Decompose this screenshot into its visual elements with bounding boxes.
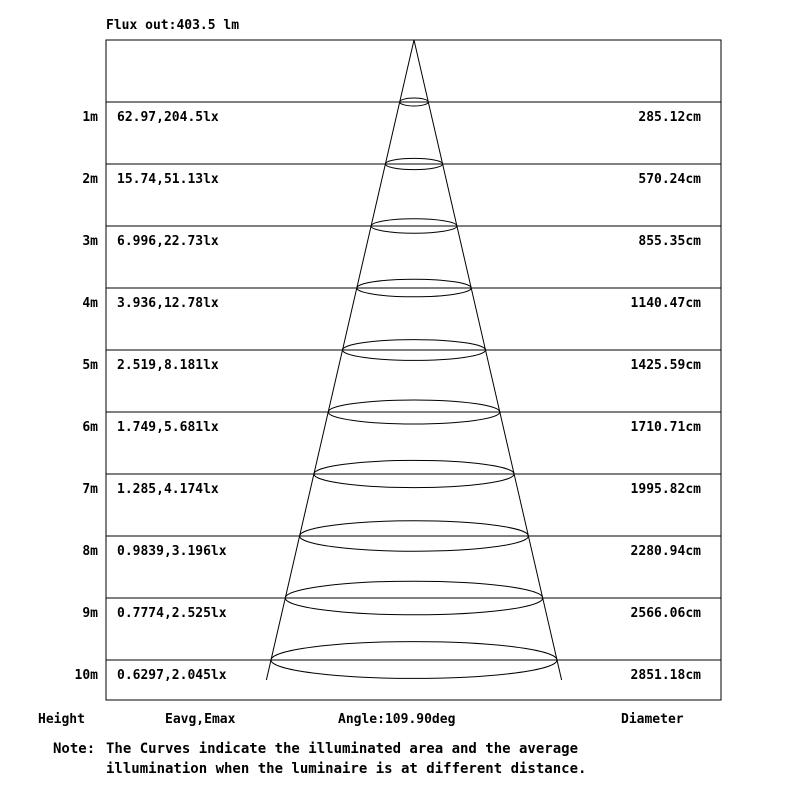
illuminance-value-1m: 62.97,204.5lx	[117, 110, 219, 125]
note-line-1: The Curves indicate the illuminated area and the average	[106, 741, 579, 757]
height-label-7m: 7m	[82, 482, 98, 497]
diameter-value-8m: 2280.94cm	[630, 544, 701, 559]
height-label-6m: 6m	[82, 420, 98, 435]
illuminance-value-5m: 2.519,8.181lx	[117, 358, 219, 373]
footer-diameter-label: Diameter	[621, 712, 684, 727]
diameter-value-9m: 2566.06cm	[630, 606, 701, 621]
height-label-2m: 2m	[82, 172, 98, 187]
illuminance-value-9m: 0.7774,2.525lx	[117, 606, 227, 621]
note-prefix: Note:	[53, 741, 96, 757]
diameter-value-6m: 1710.71cm	[630, 420, 701, 435]
diameter-value-3m: 855.35cm	[638, 234, 701, 249]
diameter-value-1m: 285.12cm	[638, 110, 701, 125]
diameter-value-5m: 1425.59cm	[630, 358, 701, 373]
height-label-4m: 4m	[82, 296, 98, 311]
illumination-ellipses	[271, 98, 557, 678]
flux-output-label: Flux out:403.5 lm	[106, 18, 240, 33]
illuminance-value-7m: 1.285,4.174lx	[117, 482, 219, 497]
diameter-value-2m: 570.24cm	[638, 172, 701, 187]
illuminance-value-8m: 0.9839,3.196lx	[117, 544, 227, 559]
height-label-9m: 9m	[82, 606, 98, 621]
note-line-2: illumination when the luminaire is at different distance.	[106, 761, 587, 777]
height-label-8m: 8m	[82, 544, 98, 559]
illuminance-value-4m: 3.936,12.78lx	[117, 296, 219, 311]
illuminance-value-10m: 0.6297,2.045lx	[117, 668, 227, 683]
diameter-value-7m: 1995.82cm	[630, 482, 701, 497]
illuminance-value-6m: 1.749,5.681lx	[117, 420, 219, 435]
illuminance-value-3m: 6.996,22.73lx	[117, 234, 219, 249]
height-label-3m: 3m	[82, 234, 98, 249]
footer-height-label: Height	[38, 712, 85, 727]
diameter-value-4m: 1140.47cm	[630, 296, 701, 311]
height-label-5m: 5m	[82, 358, 98, 373]
row-labels	[75, 110, 702, 683]
height-label-1m: 1m	[82, 110, 98, 125]
diameter-value-10m: 2851.18cm	[630, 668, 701, 683]
height-label-10m: 10m	[74, 668, 98, 683]
footer-eavg-label: Eavg,Emax	[165, 712, 236, 727]
footer-angle-label: Angle:109.90deg	[338, 712, 456, 727]
illuminance-value-2m: 15.74,51.13lx	[117, 172, 219, 187]
